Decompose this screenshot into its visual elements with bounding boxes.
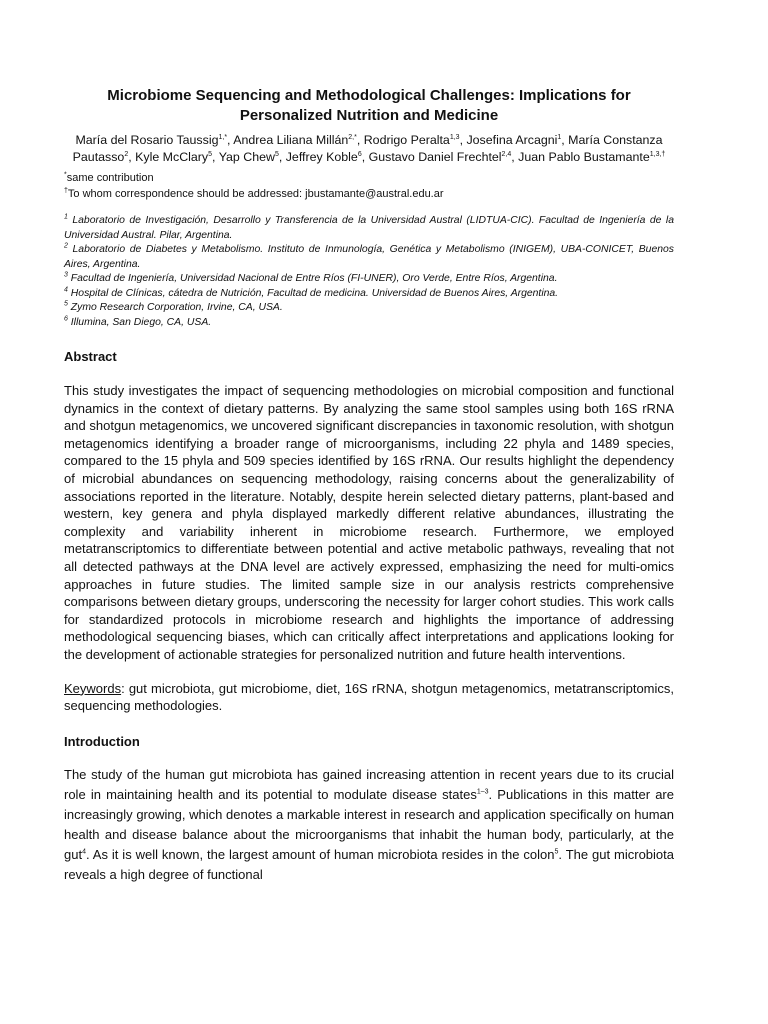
author-list: María del Rosario Taussig$^{1,*}$, Andrea Liliana Millán$^{2,*}$, Rodrigo Peralta$^{1,3}$, Josefina Arcagni$^1$, María Constanza Pautasso$^2$, Kyle McClary$^5$, Yap Chew$^5$, Jeffrey Koble$^6$, Gustavo Daniel Frechtel$^{2,4}$, Juan Pablo Bustamante$^{1,3,\dagger}$ bbox=[72, 133, 666, 164]
author: Juan Pablo Bustamante$^{1,3,\dagger}$ bbox=[518, 150, 666, 164]
author: Rodrigo Peralta$^{1,3}$ bbox=[363, 133, 460, 147]
keywords bbox=[64, 680, 674, 715]
paper-page bbox=[64, 86, 674, 885]
author: Gustavo Daniel Frechtel$^{2,4}$ bbox=[368, 150, 512, 164]
same-contribution-note: *same contribution bbox=[64, 171, 154, 184]
author: Jeffrey Koble$^6$ bbox=[285, 150, 362, 164]
introduction-text: The study of the human gut microbiota has gained increasing attention in recent years due to its crucial role in maintaining health and its potential to modulate disease states$^{1-3}$. Publications in this matter are increasingly growing, which denotes a markable interest in research and application specifically on human health and disease balance about the microorganisms that inhabit the human body, particularly, at the gut$^4$. As it is well known, the largest amount of human microbiota resides in the colon$^5$. The gut microbiota reveals a high degree of functional bbox=[64, 766, 674, 882]
author: Yap Chew$^5$ bbox=[218, 150, 279, 164]
author: María Constanza Pautasso$^2$ bbox=[72, 133, 663, 164]
keywords-text: : gut microbiota, gut microbiome, diet, 16S rRNA, shotgun metagenomics, metatranscriptomics, sequencing methodologies. bbox=[64, 680, 674, 714]
affiliation: $^1$ Laboratorio de Investigación, Desarrollo y Transferencia de la Universidad Austral (LIDTUA-CIC). Facultad de Ingeniería de la Universidad Austral. Pilar, Argentina. bbox=[64, 213, 674, 241]
author: Kyle McClary$^5$ bbox=[135, 150, 213, 164]
affiliation-list bbox=[64, 214, 674, 330]
affiliation: $^3$ Facultad de Ingeniería, Universidad Nacional de Entre Ríos (FI-UNER), Oro Verde, Entre Ríos, Argentina. bbox=[64, 271, 558, 284]
author-notes bbox=[64, 170, 674, 202]
abstract-text: This study investigates the impact of sequencing methodologies on microbial composition and functional dynamics in the context of dietary patterns. By analyzing the same stool samples using both 16S rRNA and shotgun metagenomics, we uncovered significant discrepancies in taxonomic resolution, with shotgun metagenomics identifying a broader range of microorganisms, including 22 phyla and 1489 species, compared to the 15 phyla and 509 species identified by 16S rRNA. Our results highlight the dependency of microbial abundances on sequencing methodology, raising concerns about the generalizability of associations reported in the literature. Notably, despite herein selected dietary patterns, plant-based and western, key genera and phyla displayed markedly different relative abundances, illustrating the complexity and variability inherent in microbiome research. Furthermore, we employed metatranscriptomics to differentiate between potential and active metabolic pathways, revealing that not all detected pathways at the DNA level are actively expressed, emphasizing the need for multi-omics approaches in future studies. The limited sample size in our analysis restricts comprehensive comparisons between dietary groups, underscoring the necessity for larger cohort studies. This work calls for standardized protocols in microbiome research and highlights the importance of addressing methodological sequencing biases, which can critically affect interpretations and applications looking for the development of actionable strategies for personalized nutrition and future health interventions. bbox=[64, 383, 674, 662]
affiliation: $^5$ Zymo Research Corporation, Irvine, CA, USA. bbox=[64, 300, 283, 313]
introduction-heading: Introduction bbox=[64, 733, 140, 749]
correspondence-note: †To whom correspondence should be addressed: jbustamante@austral.edu.ar bbox=[64, 187, 444, 200]
affiliation: $^6$ Illumina, San Diego, CA, USA. bbox=[64, 315, 212, 328]
author: María del Rosario Taussig$^{1,*}$ bbox=[75, 133, 228, 147]
affiliation: $^2$ Laboratorio de Diabetes y Metabolismo. Instituto de Inmunología, Genética y Metabolismo (INIGEM), UBA-CONICET, Buenos Aires, Argentina. bbox=[64, 242, 674, 270]
paper-title: Microbiome Sequencing and Methodological Challenges: Implications for Personalized Nutrition and Medicine bbox=[107, 87, 631, 124]
author: Andrea Liliana Millán$^{2,*}$ bbox=[233, 133, 357, 147]
abstract-heading: Abstract bbox=[64, 349, 117, 364]
affiliation: $^4$ Hospital de Clínicas, cátedra de Nutrición, Facultad de medicina. Universidad de Buenos Aires, Argentina. bbox=[64, 286, 559, 299]
keywords-label: Keywords bbox=[64, 680, 122, 696]
author: Josefina Arcagni$^1$ bbox=[466, 133, 562, 147]
